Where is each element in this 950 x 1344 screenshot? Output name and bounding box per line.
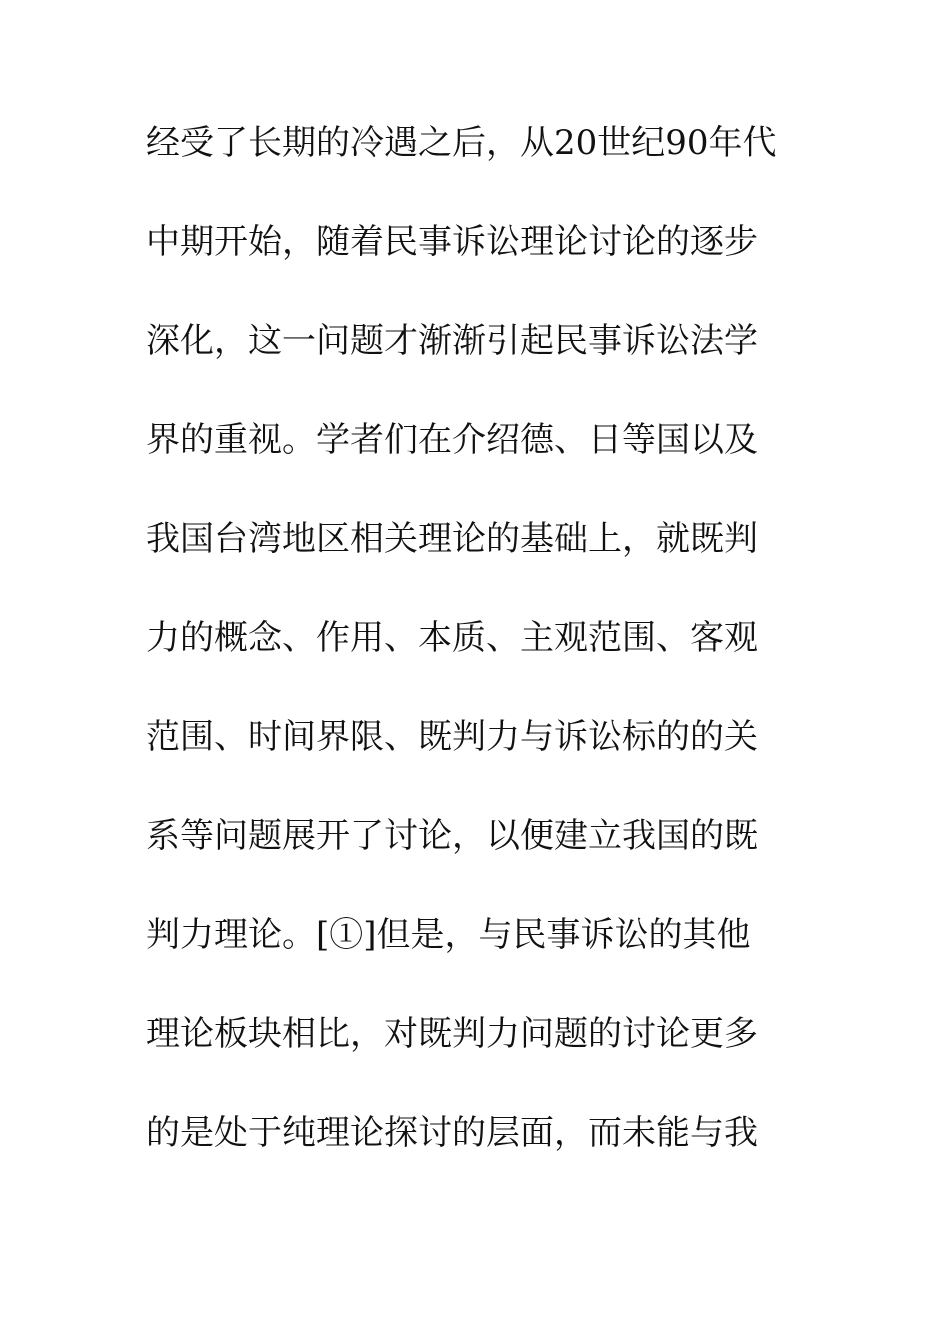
text-line: 范围、时间界限、既判力与诉讼标的的关: [146, 717, 758, 757]
text-line: 界的重视。学者们在介绍德、日等国以及: [146, 420, 758, 460]
text-line: 深化，这一问题才渐渐引起民事诉讼法学: [146, 321, 758, 361]
text-line: 理论板块相比，对既判力问题的讨论更多: [146, 1014, 758, 1054]
text-line: 中期开始，随着民事诉讼理论讨论的逐步: [146, 222, 758, 262]
text-line: 力的概念、作用、本质、主观范围、客观: [146, 618, 758, 658]
text-line: 我国台湾地区相关理论的基础上，就既判: [146, 519, 758, 559]
text-line: 的是处于纯理论探讨的层面，而未能与我: [146, 1113, 758, 1153]
text-line: 系等问题展开了讨论，以便建立我国的既: [146, 816, 758, 856]
text-line: 判力理论。[①]但是，与民事诉讼的其他: [146, 915, 751, 955]
text-line: 经受了长期的冷遇之后，从20世纪90年代: [146, 123, 777, 163]
body-text: [146, 123, 846, 1215]
